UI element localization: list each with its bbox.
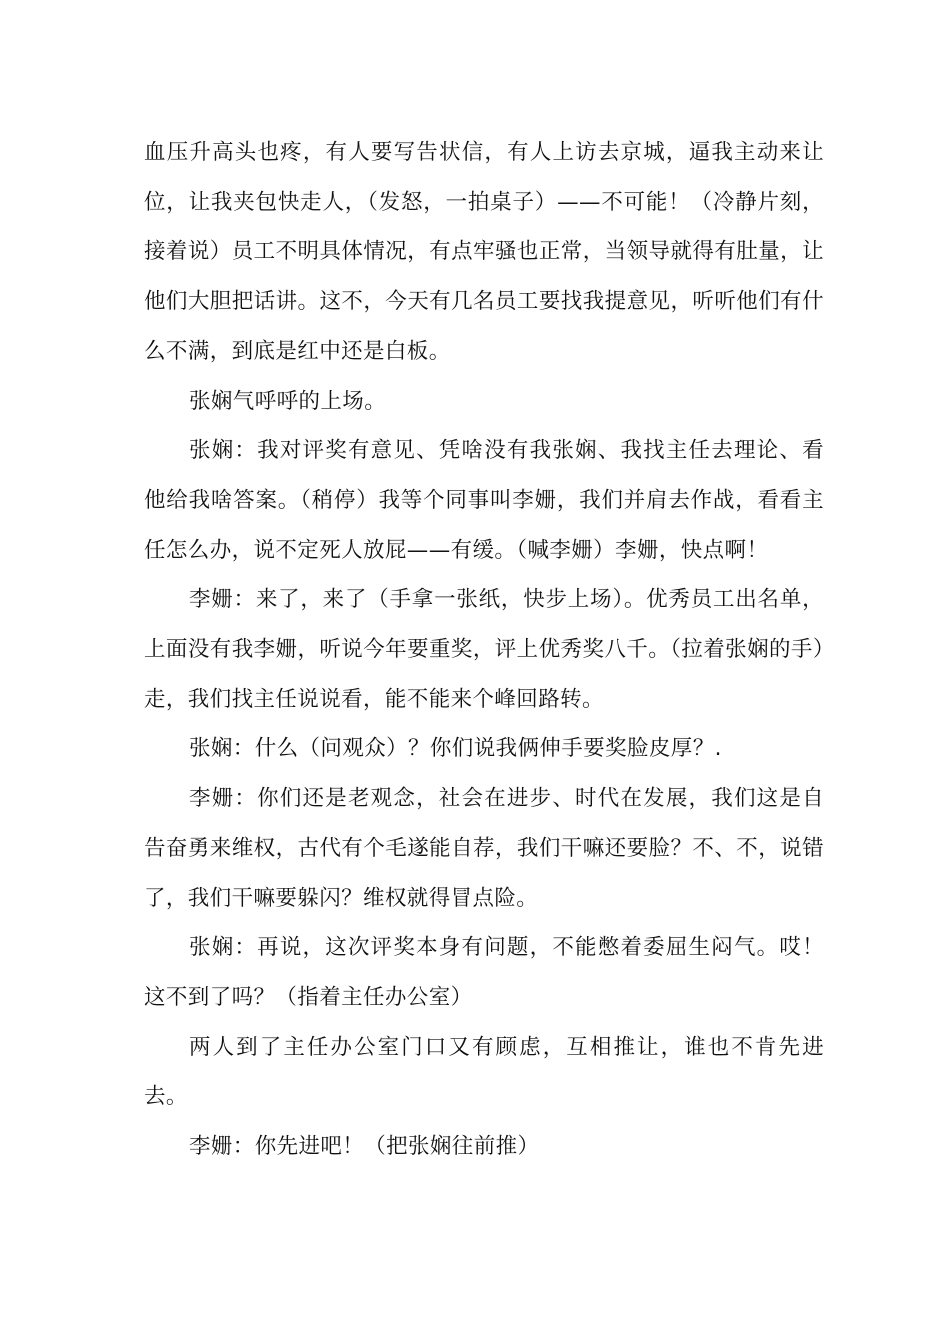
dialogue-zhang-office: 张娴：再说，这次评奖本身有问题，不能憋着委屈生闷气。哎！这不到了吗？（指着主任办公室）	[144, 935, 824, 1010]
dialogue-zhang-audience: 张娴：什么（问观众）？你们说我俩伸手要奖脸皮厚？.	[189, 736, 722, 762]
dialogue-zhang-complaint: 张娴：我对评奖有意见、凭啥没有我张娴、我找主任去理论、看他给我啥答案。（稍停）我等个同事叫李姗，我们并肩去作战，看看主任怎么办，说不定死人放屁——有缓。（喊李姗）李姗，快点啊！	[144, 438, 824, 563]
dialogue-li-arrives: 李姗：来了，来了（手拿一张纸，快步上场）。优秀员工出名单，上面没有我李姗，听说今年要重奖，评上优秀奖八千。（拉着张娴的手）走，我们找主任说说看，能不能来个峰回路转。	[144, 587, 824, 712]
dialogue-li-push: 李姗：你先进吧！（把张娴往前推）	[189, 1134, 540, 1160]
dialogue-li-rights: 李姗：你们还是老观念，社会在进步、时代在发展，我们这是自告奋勇来维权，古代有个毛遂能自荐，我们干嘛还要脸？不、不，说错了，我们干嘛要躲闪？维权就得冒点险。	[144, 786, 824, 911]
script-text-body	[144, 128, 824, 1172]
paragraph-continued-monologue: 血压升高头也疼，有人要写告状信，有人上访去京城，逼我主动来让位，让我夹包快走人，（发怒，一拍桌子）——不可能！（冷静片刻，接着说）员工不明具体情况，有点牢骚也正常，当领导就得有肚量，让他们大胆把话讲。这不，今天有几名员工要找我提意见，听听他们有什么不满，到底是红中还是白板。	[144, 140, 824, 364]
stage-direction-zhang-enters: 张娴气呼呼的上场。	[189, 388, 387, 414]
stage-direction-hesitation: 两人到了主任办公室门口又有顾虑，互相推让，谁也不肯先进去。	[144, 1034, 824, 1110]
